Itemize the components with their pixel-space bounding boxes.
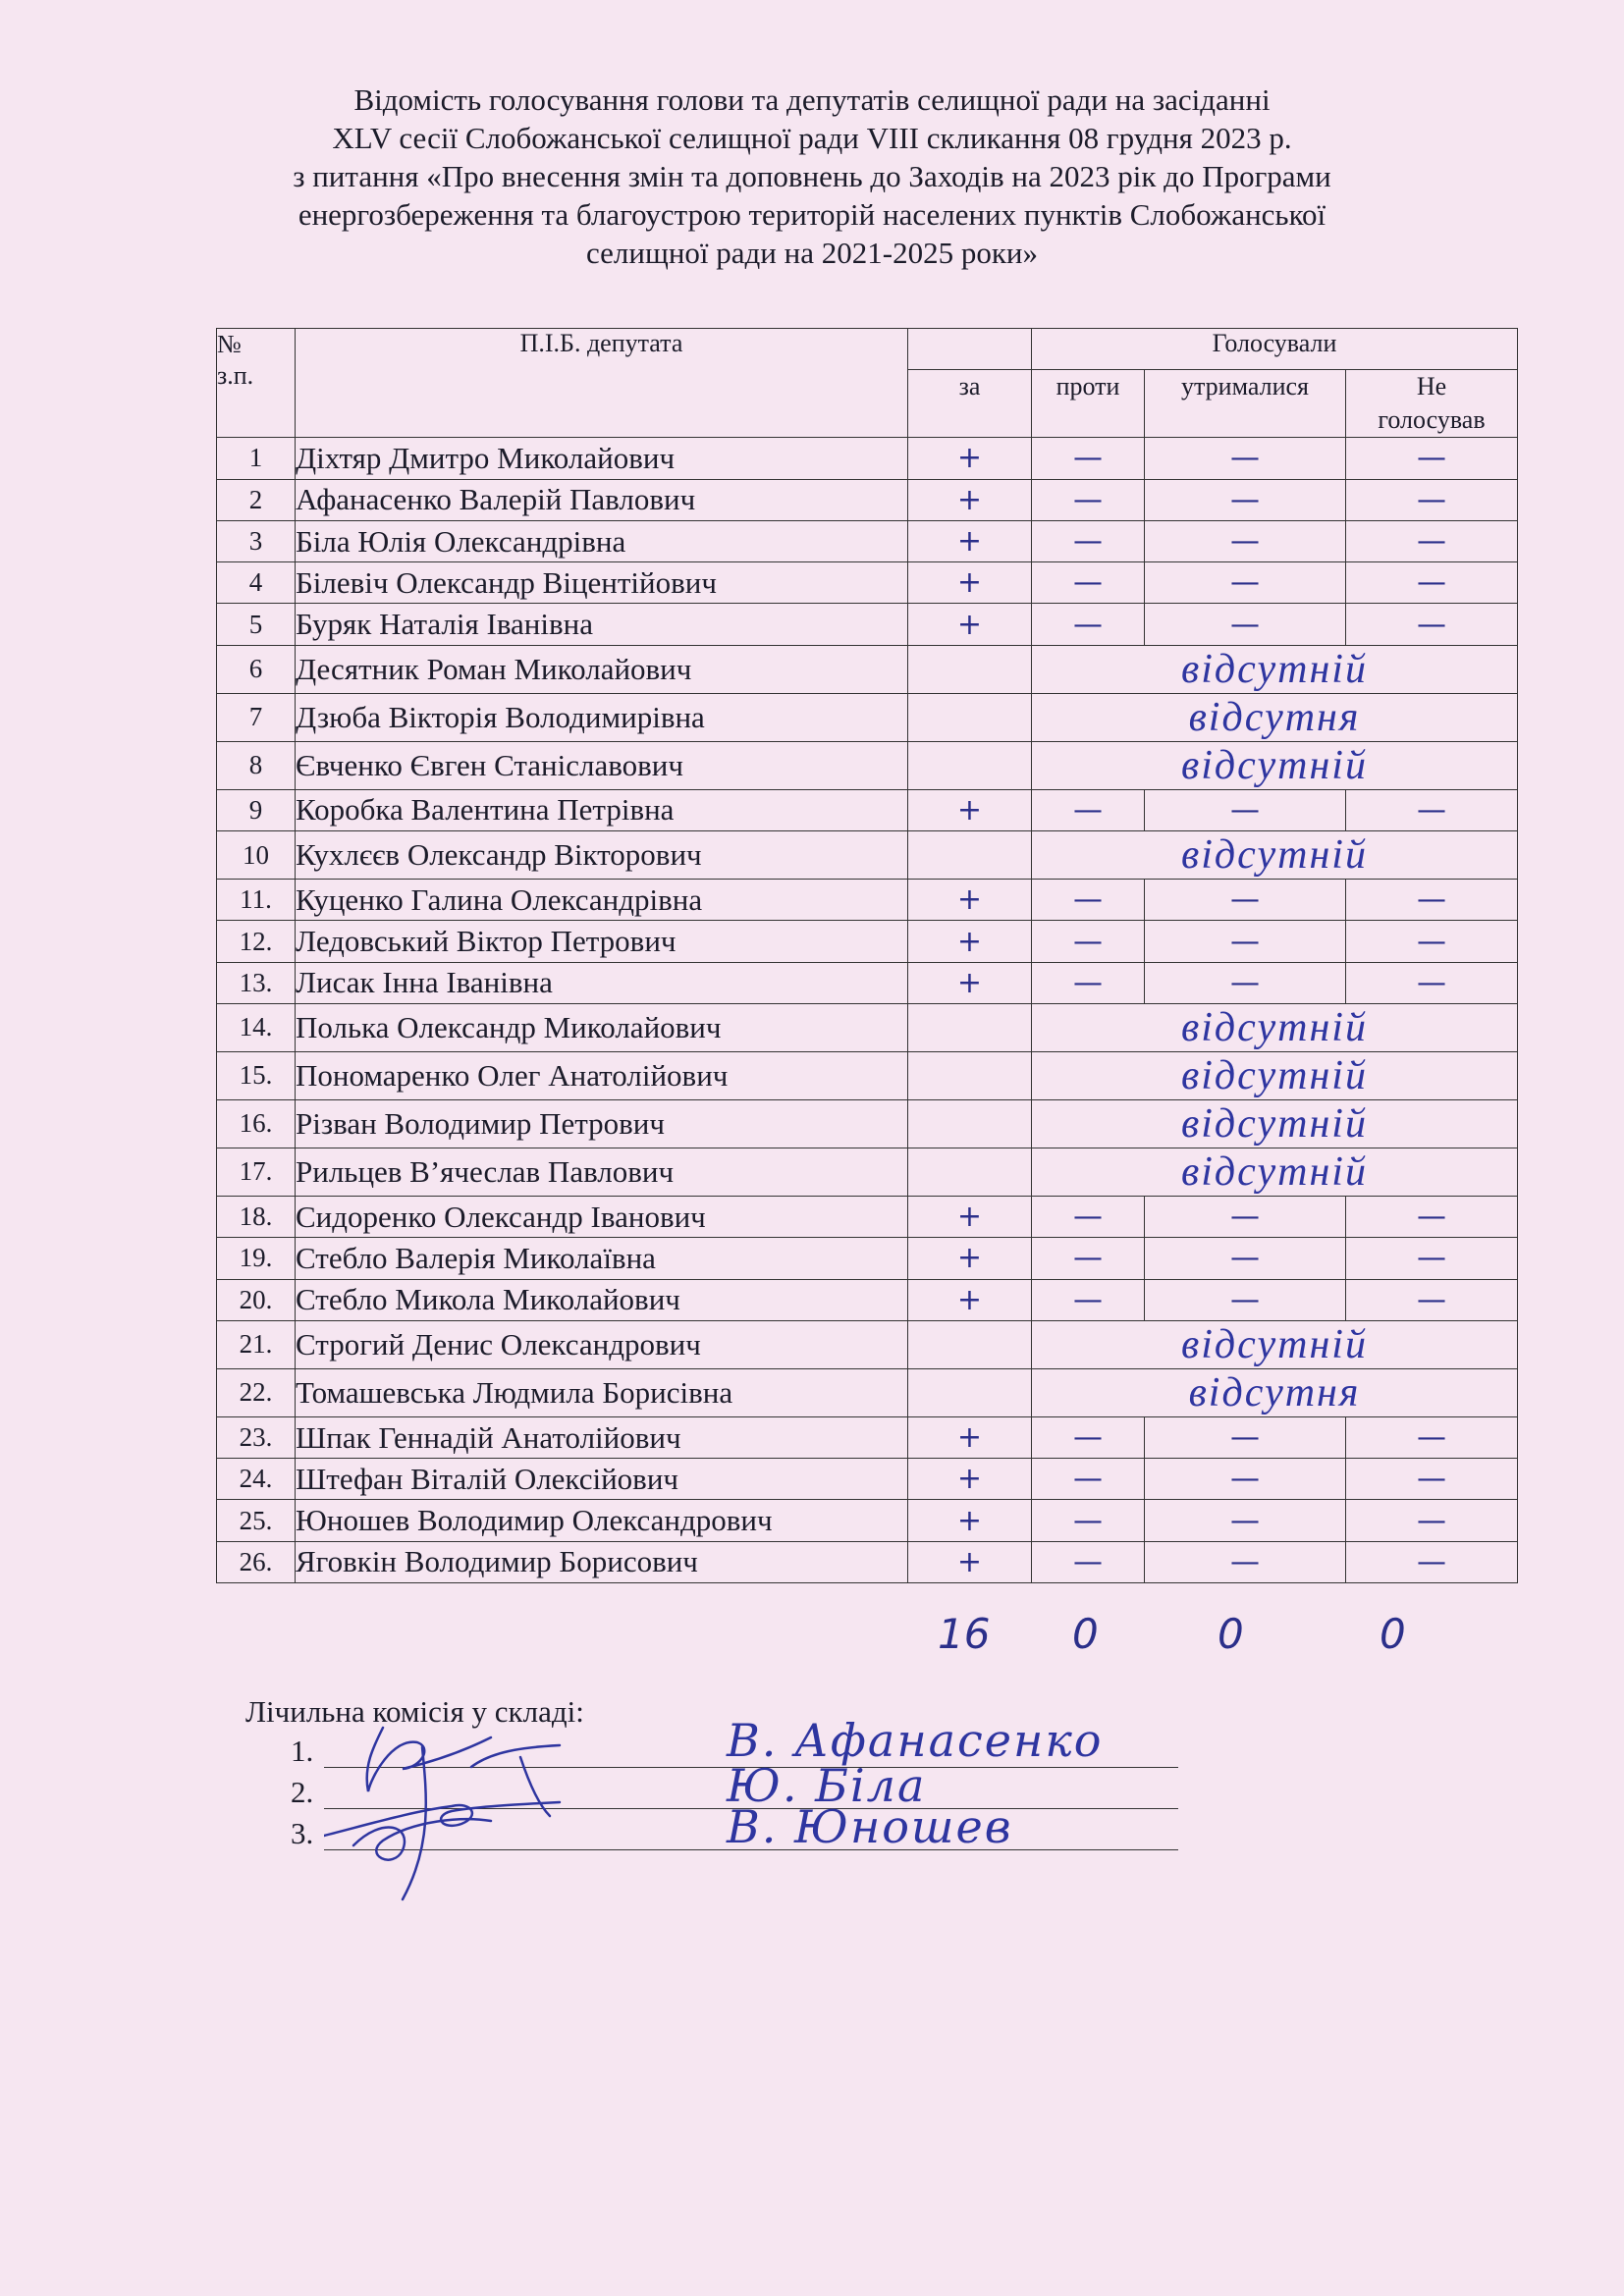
title-line: з питання «Про внесення змін та доповнень до Заходів на 2023 рік до Програми — [293, 159, 1331, 193]
row-number: 23. — [217, 1416, 296, 1458]
vote-abstained-cell — [1145, 1238, 1346, 1279]
vote-against-mark: — — [1073, 1241, 1103, 1276]
table-row — [217, 1279, 1518, 1320]
deputy-name: Строгий Денис Олександрович — [296, 1320, 908, 1368]
vote-for-cell — [908, 1148, 1032, 1196]
vote-against-mark: — — [1073, 1420, 1103, 1455]
vote-abstained-mark: — — [1230, 565, 1260, 601]
vote-against-cell — [1032, 520, 1145, 561]
vote-for-cell — [908, 1368, 1032, 1416]
deputy-name: Різван Володимир Петрович — [296, 1099, 908, 1148]
table-row — [217, 1500, 1518, 1541]
vote-abstained-mark: — — [1230, 965, 1260, 1000]
row-number: 7 — [217, 693, 296, 741]
vote-for-cell — [908, 1196, 1032, 1237]
vote-not-voted-mark: — — [1417, 1462, 1446, 1497]
vote-for-cell — [908, 1051, 1032, 1099]
vote-for-cell — [908, 921, 1032, 962]
deputy-name: Дзюба Вікторія Володимирівна — [296, 693, 908, 741]
title-line: XLV сесії Слобожанської селищної ради VIII скликання 08 грудня 2023 р. — [332, 121, 1292, 155]
vote-not-voted-cell — [1346, 562, 1518, 604]
deputy-name: Коробка Валентина Петрівна — [296, 789, 908, 830]
table-row — [217, 1416, 1518, 1458]
column-header-name: П.І.Б. депутата — [296, 329, 908, 438]
row-number: 10 — [217, 831, 296, 880]
table-row — [217, 1051, 1518, 1099]
vote-against-mark: — — [1073, 792, 1103, 828]
deputy-name: Біла Юлія Олександрівна — [296, 520, 908, 561]
vote-for-mark: + — [956, 792, 983, 828]
deputy-name: Десятник Роман Миколайович — [296, 645, 908, 693]
table-row — [217, 1099, 1518, 1148]
vote-for-mark: + — [956, 882, 983, 918]
vote-against-mark: — — [1073, 1282, 1103, 1317]
vote-not-voted-cell — [1346, 921, 1518, 962]
deputy-name: Євченко Євген Станіславович — [296, 741, 908, 789]
title-line: селищної ради на 2021-2025 роки» — [586, 236, 1038, 270]
table-row — [217, 1541, 1518, 1582]
deputy-name: Шпак Геннадій Анатолійович — [296, 1416, 908, 1458]
deputy-name: Пономаренко Олег Анатолійович — [296, 1051, 908, 1099]
vote-against-mark: — — [1073, 882, 1103, 918]
vote-for-cell — [908, 1541, 1032, 1582]
vote-for-cell — [908, 1459, 1032, 1500]
handwritten-signatures — [324, 1708, 677, 1914]
deputy-name: Сидоренко Олександр Іванович — [296, 1196, 908, 1237]
commission-member-number: 1. — [291, 1734, 314, 1768]
deputy-name: Ледовський Віктор Петрович — [296, 921, 908, 962]
vote-abstained-cell — [1145, 1459, 1346, 1500]
vote-for-mark: + — [956, 565, 983, 601]
row-number: 25. — [217, 1500, 296, 1541]
vote-against-mark: — — [1073, 1462, 1103, 1497]
vote-for-cell — [908, 741, 1032, 789]
row-number: 18. — [217, 1196, 296, 1237]
absent-note: відсутня — [1032, 693, 1518, 741]
deputy-name: Томашевська Людмила Борисівна — [296, 1368, 908, 1416]
vote-not-voted-cell — [1346, 1541, 1518, 1582]
table-row — [217, 789, 1518, 830]
deputy-name: Юношев Володимир Олександрович — [296, 1500, 908, 1541]
absent-note: відсутній — [1032, 1320, 1518, 1368]
deputy-name: Кухлєєв Олександр Вікторович — [296, 831, 908, 880]
vote-abstained-cell — [1145, 1196, 1346, 1237]
vote-abstained-cell — [1145, 1541, 1346, 1582]
vote-abstained-mark: — — [1230, 482, 1260, 517]
vote-against-cell — [1032, 1238, 1145, 1279]
total-abstained: 0 — [1218, 1610, 1244, 1658]
deputy-name: Білевіч Олександр Віцентійович — [296, 562, 908, 604]
commission-member-number: 2. — [291, 1775, 314, 1809]
vote-for-cell — [908, 1003, 1032, 1051]
vote-for-cell — [908, 789, 1032, 830]
vote-against-cell — [1032, 789, 1145, 830]
vote-for-mark: + — [956, 1241, 983, 1276]
deputy-name: Полька Олександр Миколайович — [296, 1003, 908, 1051]
vote-not-voted-mark: — — [1417, 965, 1446, 1000]
vote-not-voted-mark: — — [1417, 792, 1446, 828]
row-number: 15. — [217, 1051, 296, 1099]
absent-note: відсутній — [1032, 1003, 1518, 1051]
vote-abstained-cell — [1145, 604, 1346, 645]
table-row — [217, 520, 1518, 561]
vote-against-mark: — — [1073, 607, 1103, 642]
vote-not-voted-cell — [1346, 1500, 1518, 1541]
deputy-name: Рильцев В’ячеслав Павлович — [296, 1148, 908, 1196]
row-number: 17. — [217, 1148, 296, 1196]
absent-note: відсутній — [1032, 741, 1518, 789]
vote-against-cell — [1032, 1500, 1145, 1541]
table-row — [217, 1238, 1518, 1279]
deputy-name: Штефан Віталій Олексійович — [296, 1459, 908, 1500]
vote-against-cell — [1032, 479, 1145, 520]
vote-for-mark: + — [956, 607, 983, 642]
vote-for-cell — [908, 562, 1032, 604]
row-number: 14. — [217, 1003, 296, 1051]
column-header-against: проти — [1032, 370, 1145, 438]
vote-against-mark: — — [1073, 924, 1103, 959]
vote-not-voted-cell — [1346, 1279, 1518, 1320]
deputy-name: Буряк Наталія Іванівна — [296, 604, 908, 645]
vote-for-cell — [908, 1279, 1032, 1320]
column-header-number — [217, 329, 296, 438]
vote-not-voted-cell — [1346, 962, 1518, 1003]
vote-for-cell — [908, 693, 1032, 741]
commission-member-name: В. Афанасенко — [727, 1714, 1104, 1767]
header-not-voted-line2: голосував — [1378, 405, 1486, 435]
commission-member-name: В. Юношев — [727, 1800, 1013, 1853]
vote-abstained-cell — [1145, 921, 1346, 962]
header-num-line2: з.п. — [217, 361, 254, 390]
table-row — [217, 1320, 1518, 1368]
absent-note: відсутній — [1032, 1099, 1518, 1148]
table-row — [217, 479, 1518, 520]
vote-for-cell — [908, 1500, 1032, 1541]
vote-for-mark: + — [956, 1462, 983, 1497]
vote-not-voted-mark: — — [1417, 482, 1446, 517]
vote-not-voted-cell — [1346, 520, 1518, 561]
row-number: 21. — [217, 1320, 296, 1368]
table-row — [217, 1368, 1518, 1416]
vote-abstained-mark: — — [1230, 607, 1260, 642]
total-for: 16 — [938, 1610, 991, 1658]
table-row — [217, 831, 1518, 880]
vote-not-voted-cell — [1346, 438, 1518, 479]
column-header-for: за — [908, 370, 1032, 438]
vote-for-cell — [908, 520, 1032, 561]
vote-against-cell — [1032, 1541, 1145, 1582]
vote-against-mark: — — [1073, 524, 1103, 560]
table-row — [217, 1196, 1518, 1237]
vote-against-mark: — — [1073, 1544, 1103, 1579]
vote-for-mark: + — [956, 965, 983, 1000]
vote-abstained-mark: — — [1230, 524, 1260, 560]
vote-not-voted-cell — [1346, 479, 1518, 520]
vote-for-cell — [908, 1320, 1032, 1368]
deputy-name: Стебло Микола Миколайович — [296, 1279, 908, 1320]
table-row — [217, 1148, 1518, 1196]
row-number: 8 — [217, 741, 296, 789]
vote-for-cell — [908, 438, 1032, 479]
title-line: Відомість голосування голови та депутатів селищної ради на засіданні — [353, 82, 1271, 117]
totals-row — [0, 1610, 1624, 1669]
vote-abstained-cell — [1145, 562, 1346, 604]
vote-not-voted-cell — [1346, 604, 1518, 645]
vote-not-voted-mark: — — [1417, 441, 1446, 476]
row-number: 5 — [217, 604, 296, 645]
vote-against-cell — [1032, 604, 1145, 645]
vote-against-cell — [1032, 921, 1145, 962]
vote-for-mark: + — [956, 1200, 983, 1235]
row-number: 3 — [217, 520, 296, 561]
vote-against-cell — [1032, 1416, 1145, 1458]
vote-not-voted-mark: — — [1417, 1282, 1446, 1317]
deputy-name: Діхтяр Дмитро Миколайович — [296, 438, 908, 479]
row-number: 26. — [217, 1541, 296, 1582]
vote-abstained-cell — [1145, 438, 1346, 479]
vote-against-mark: — — [1073, 565, 1103, 601]
absent-note: відсутній — [1032, 831, 1518, 880]
vote-for-cell — [908, 645, 1032, 693]
vote-abstained-mark: — — [1230, 1241, 1260, 1276]
vote-for-cell — [908, 831, 1032, 880]
vote-not-voted-mark: — — [1417, 607, 1446, 642]
vote-abstained-mark: — — [1230, 1462, 1260, 1497]
absent-note: відсутній — [1032, 645, 1518, 693]
table-row — [217, 741, 1518, 789]
row-number: 6 — [217, 645, 296, 693]
vote-for-cell — [908, 1238, 1032, 1279]
vote-abstained-mark: — — [1230, 1544, 1260, 1579]
vote-not-voted-cell — [1346, 789, 1518, 830]
vote-against-cell — [1032, 880, 1145, 921]
vote-against-mark: — — [1073, 1200, 1103, 1235]
row-number: 11. — [217, 880, 296, 921]
commission-member-number: 3. — [291, 1816, 314, 1850]
vote-for-mark: + — [956, 524, 983, 560]
title-line: енергозбереження та благоустрою територій населених пунктів Слобожанської — [298, 197, 1326, 232]
absent-note: відсутня — [1032, 1368, 1518, 1416]
vote-for-mark: + — [956, 924, 983, 959]
vote-abstained-cell — [1145, 789, 1346, 830]
vote-for-mark: + — [956, 482, 983, 517]
vote-for-cell — [908, 479, 1032, 520]
voting-table-body — [217, 438, 1518, 1583]
vote-not-voted-mark: — — [1417, 565, 1446, 601]
vote-for-mark: + — [956, 1420, 983, 1455]
commission-member-name: Ю. Біла — [727, 1759, 927, 1812]
document-title — [157, 80, 1467, 272]
vote-abstained-mark: — — [1230, 1503, 1260, 1538]
row-number: 1 — [217, 438, 296, 479]
vote-not-voted-cell — [1346, 1416, 1518, 1458]
vote-for-mark: + — [956, 1282, 983, 1317]
row-number: 20. — [217, 1279, 296, 1320]
vote-for-cell — [908, 604, 1032, 645]
vote-against-cell — [1032, 1196, 1145, 1237]
deputy-name: Яговкін Володимир Борисович — [296, 1541, 908, 1582]
table-row — [217, 562, 1518, 604]
vote-for-mark: + — [956, 441, 983, 476]
vote-for-mark: + — [956, 1503, 983, 1538]
total-against: 0 — [1072, 1610, 1099, 1658]
vote-against-cell — [1032, 962, 1145, 1003]
vote-abstained-cell — [1145, 1500, 1346, 1541]
vote-not-voted-mark: — — [1417, 1503, 1446, 1538]
row-number: 16. — [217, 1099, 296, 1148]
vote-for-cell — [908, 1416, 1032, 1458]
vote-abstained-mark: — — [1230, 441, 1260, 476]
counting-commission-label: Лічильна комісія у складі: — [245, 1694, 584, 1729]
deputy-name: Стебло Валерія Миколаївна — [296, 1238, 908, 1279]
vote-against-cell — [1032, 1459, 1145, 1500]
vote-against-mark: — — [1073, 482, 1103, 517]
vote-against-cell — [1032, 438, 1145, 479]
vote-not-voted-mark: — — [1417, 524, 1446, 560]
vote-against-mark: — — [1073, 1503, 1103, 1538]
vote-not-voted-mark: — — [1417, 924, 1446, 959]
vote-for-cell — [908, 962, 1032, 1003]
vote-not-voted-mark: — — [1417, 1420, 1446, 1455]
total-not-voted: 0 — [1380, 1610, 1406, 1658]
row-number: 2 — [217, 479, 296, 520]
table-row — [217, 921, 1518, 962]
column-header-voted: Голосували — [1032, 329, 1518, 370]
row-number: 19. — [217, 1238, 296, 1279]
vote-against-mark: — — [1073, 441, 1103, 476]
vote-abstained-cell — [1145, 1416, 1346, 1458]
column-header-abstained: утрималися — [1145, 370, 1346, 438]
deputy-name: Афанасенко Валерій Павлович — [296, 479, 908, 520]
absent-note: відсутній — [1032, 1051, 1518, 1099]
table-row — [217, 645, 1518, 693]
vote-abstained-mark: — — [1230, 924, 1260, 959]
vote-not-voted-cell — [1346, 1196, 1518, 1237]
vote-not-voted-mark: — — [1417, 1241, 1446, 1276]
vote-for-mark: + — [956, 1544, 983, 1579]
table-row — [217, 604, 1518, 645]
table-row — [217, 962, 1518, 1003]
vote-not-voted-mark: — — [1417, 1544, 1446, 1579]
vote-for-cell — [908, 1099, 1032, 1148]
vote-not-voted-cell — [1346, 880, 1518, 921]
vote-abstained-cell — [1145, 962, 1346, 1003]
vote-not-voted-mark: — — [1417, 1200, 1446, 1235]
vote-abstained-mark: — — [1230, 1200, 1260, 1235]
vote-abstained-cell — [1145, 520, 1346, 561]
header-not-voted-line1: Не — [1416, 372, 1447, 401]
row-number: 22. — [217, 1368, 296, 1416]
vote-abstained-cell — [1145, 880, 1346, 921]
table-row — [217, 1003, 1518, 1051]
vote-abstained-mark: — — [1230, 1282, 1260, 1317]
vote-abstained-cell — [1145, 479, 1346, 520]
vote-abstained-cell — [1145, 1279, 1346, 1320]
row-number: 24. — [217, 1459, 296, 1500]
header-num-line1: № — [217, 330, 242, 358]
column-header-blank — [908, 329, 1032, 370]
table-row — [217, 1459, 1518, 1500]
vote-against-cell — [1032, 562, 1145, 604]
column-header-not-voted — [1346, 370, 1518, 438]
vote-not-voted-cell — [1346, 1238, 1518, 1279]
table-row — [217, 693, 1518, 741]
table-row — [217, 880, 1518, 921]
vote-abstained-mark: — — [1230, 882, 1260, 918]
vote-against-mark: — — [1073, 965, 1103, 1000]
absent-note: відсутній — [1032, 1148, 1518, 1196]
vote-abstained-mark: — — [1230, 792, 1260, 828]
deputy-name: Куценко Галина Олександрівна — [296, 880, 908, 921]
row-number: 13. — [217, 962, 296, 1003]
vote-abstained-mark: — — [1230, 1420, 1260, 1455]
table-row — [217, 438, 1518, 479]
row-number: 9 — [217, 789, 296, 830]
row-number: 12. — [217, 921, 296, 962]
vote-for-cell — [908, 880, 1032, 921]
vote-not-voted-mark: — — [1417, 882, 1446, 918]
vote-not-voted-cell — [1346, 1459, 1518, 1500]
row-number: 4 — [217, 562, 296, 604]
vote-against-cell — [1032, 1279, 1145, 1320]
deputy-name: Лисак Інна Іванівна — [296, 962, 908, 1003]
voting-table — [216, 328, 1518, 1583]
